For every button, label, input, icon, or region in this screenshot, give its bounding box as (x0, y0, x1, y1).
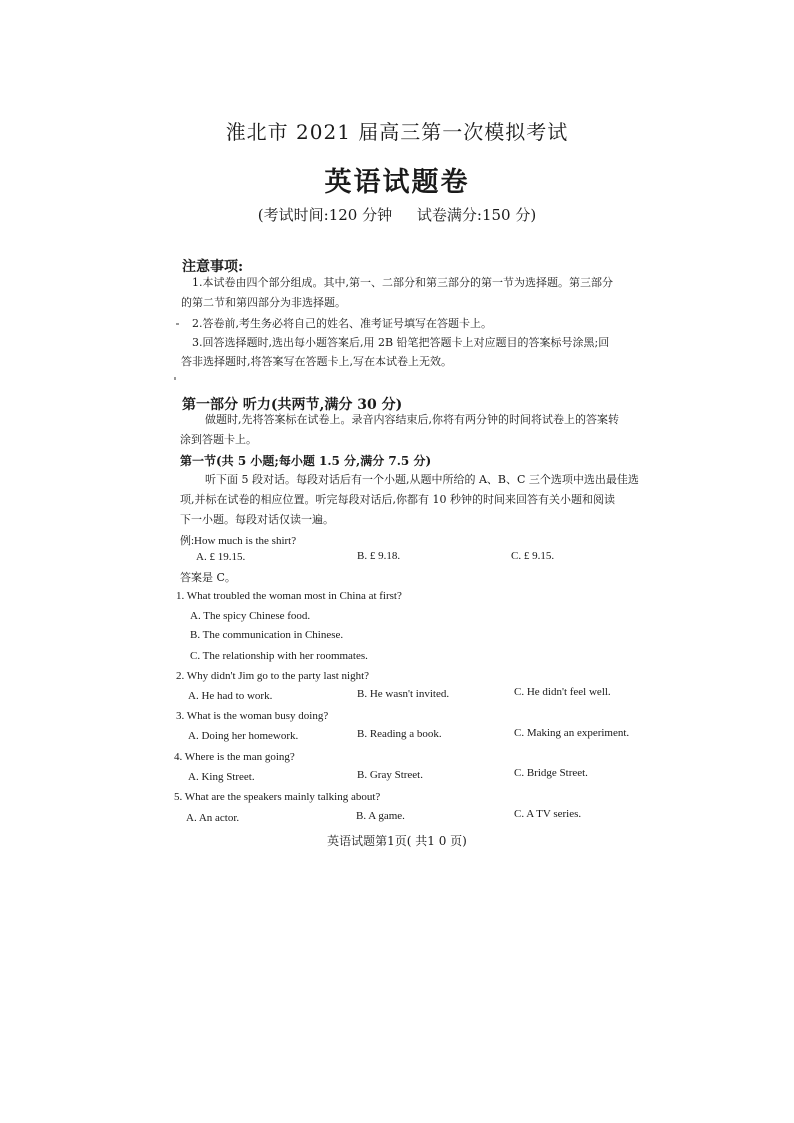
exam-info (0, 204, 794, 225)
part1-intro-cont: 涂到答题卡上。 (180, 433, 257, 446)
question-5: 5. What are the speakers mainly talking about? (174, 791, 381, 803)
notice-item-1-cont: 的第二节和第四部分为非选择题。 (181, 296, 346, 309)
page-footer: 英语试题第1页( 共1 0 页) (327, 834, 467, 848)
question-3-option-c: C. Making an experiment. (514, 727, 630, 739)
notice-heading: 注意事项: (182, 259, 244, 275)
question-3-option-b: B. Reading a book. (357, 728, 442, 740)
question-1-option-c: C. The relationship with her roommates. (190, 650, 368, 662)
question-2: 2. Why didn't Jim go to the party last night? (176, 670, 370, 682)
section1-instructions-2: 项,并标在试卷的相应位置。听完每段对话后,你都有 10 秒钟的时间来回答有关小题和阅读 (180, 493, 615, 506)
example-answer: 答案是 C。 (180, 571, 236, 584)
notice-item-3: 3.回答选择题时,选出每小题答案后,用 2B 铅笔把答题卡上对应题目的答案标号涂黑;回 (192, 336, 610, 349)
part1-intro: 做题时,先将答案标在试卷上。录音内容结束后,你将有两分钟的时间将试卷上的答案转 (205, 413, 619, 426)
paper-title: 英语试题卷 (324, 167, 470, 198)
question-3: 3. What is the woman busy doing? (176, 710, 329, 722)
question-4-option-a: A. King Street. (188, 771, 255, 783)
question-5-option-a: A. An actor. (186, 812, 240, 824)
notice-item-3-cont: 答非选择题时,将答案写在答题卡上,写在本试卷上无效。 (181, 355, 452, 368)
question-2-option-a: A. He had to work. (188, 690, 273, 702)
question-4-option-c: C. Bridge Street. (514, 767, 588, 779)
scan-speck (174, 377, 176, 380)
question-1-option-b: B. The communication in Chinese. (190, 629, 344, 641)
question-4-option-b: B. Gray Street. (357, 769, 423, 781)
scan-speck (176, 323, 179, 325)
example-option-c: C. £ 9.15. (511, 550, 555, 562)
question-1-option-a: A. The spicy Chinese food. (190, 610, 311, 622)
question-1: 1. What troubled the woman most in China at first? (176, 590, 402, 602)
example-question: 例:How much is the shirt? (180, 535, 297, 547)
question-5-option-c: C. A TV series. (514, 808, 582, 820)
example-option-a: A. £ 19.15. (196, 551, 246, 563)
exam-score: 试卷满分:150 分) (416, 206, 537, 224)
question-2-option-b: B. He wasn't invited. (357, 688, 450, 700)
exam-time: (考试时间:120 分钟 (257, 206, 393, 224)
question-2-option-c: C. He didn't feel well. (514, 686, 611, 698)
question-4: 4. Where is the man going? (174, 751, 295, 763)
notice-item-1: 1.本试卷由四个部分组成。其中,第一、二部分和第三部分的第一节为选择题。第三部分 (192, 276, 613, 289)
exam-title: 淮北市 2021 届高三第一次模拟考试 (225, 120, 569, 144)
part1-heading: 第一部分 听力(共两节,满分 30 分) (182, 397, 403, 413)
notice-item-2: 2.答卷前,考生务必将自己的姓名、准考证号填写在答题卡上。 (192, 317, 492, 330)
question-3-option-a: A. Doing her homework. (188, 730, 299, 742)
question-5-option-b: B. A game. (356, 810, 405, 822)
example-option-b: B. £ 9.18. (357, 550, 401, 562)
section1-instructions-3: 下一小题。每段对话仅读一遍。 (180, 513, 334, 526)
section1-instructions: 听下面 5 段对话。每段对话后有一个小题,从题中所给的 A、B、C 三个选项中选出最佳选 (205, 473, 639, 486)
section1-heading: 第一节(共 5 小题;每小题 1.5 分,满分 7.5 分) (180, 454, 432, 468)
